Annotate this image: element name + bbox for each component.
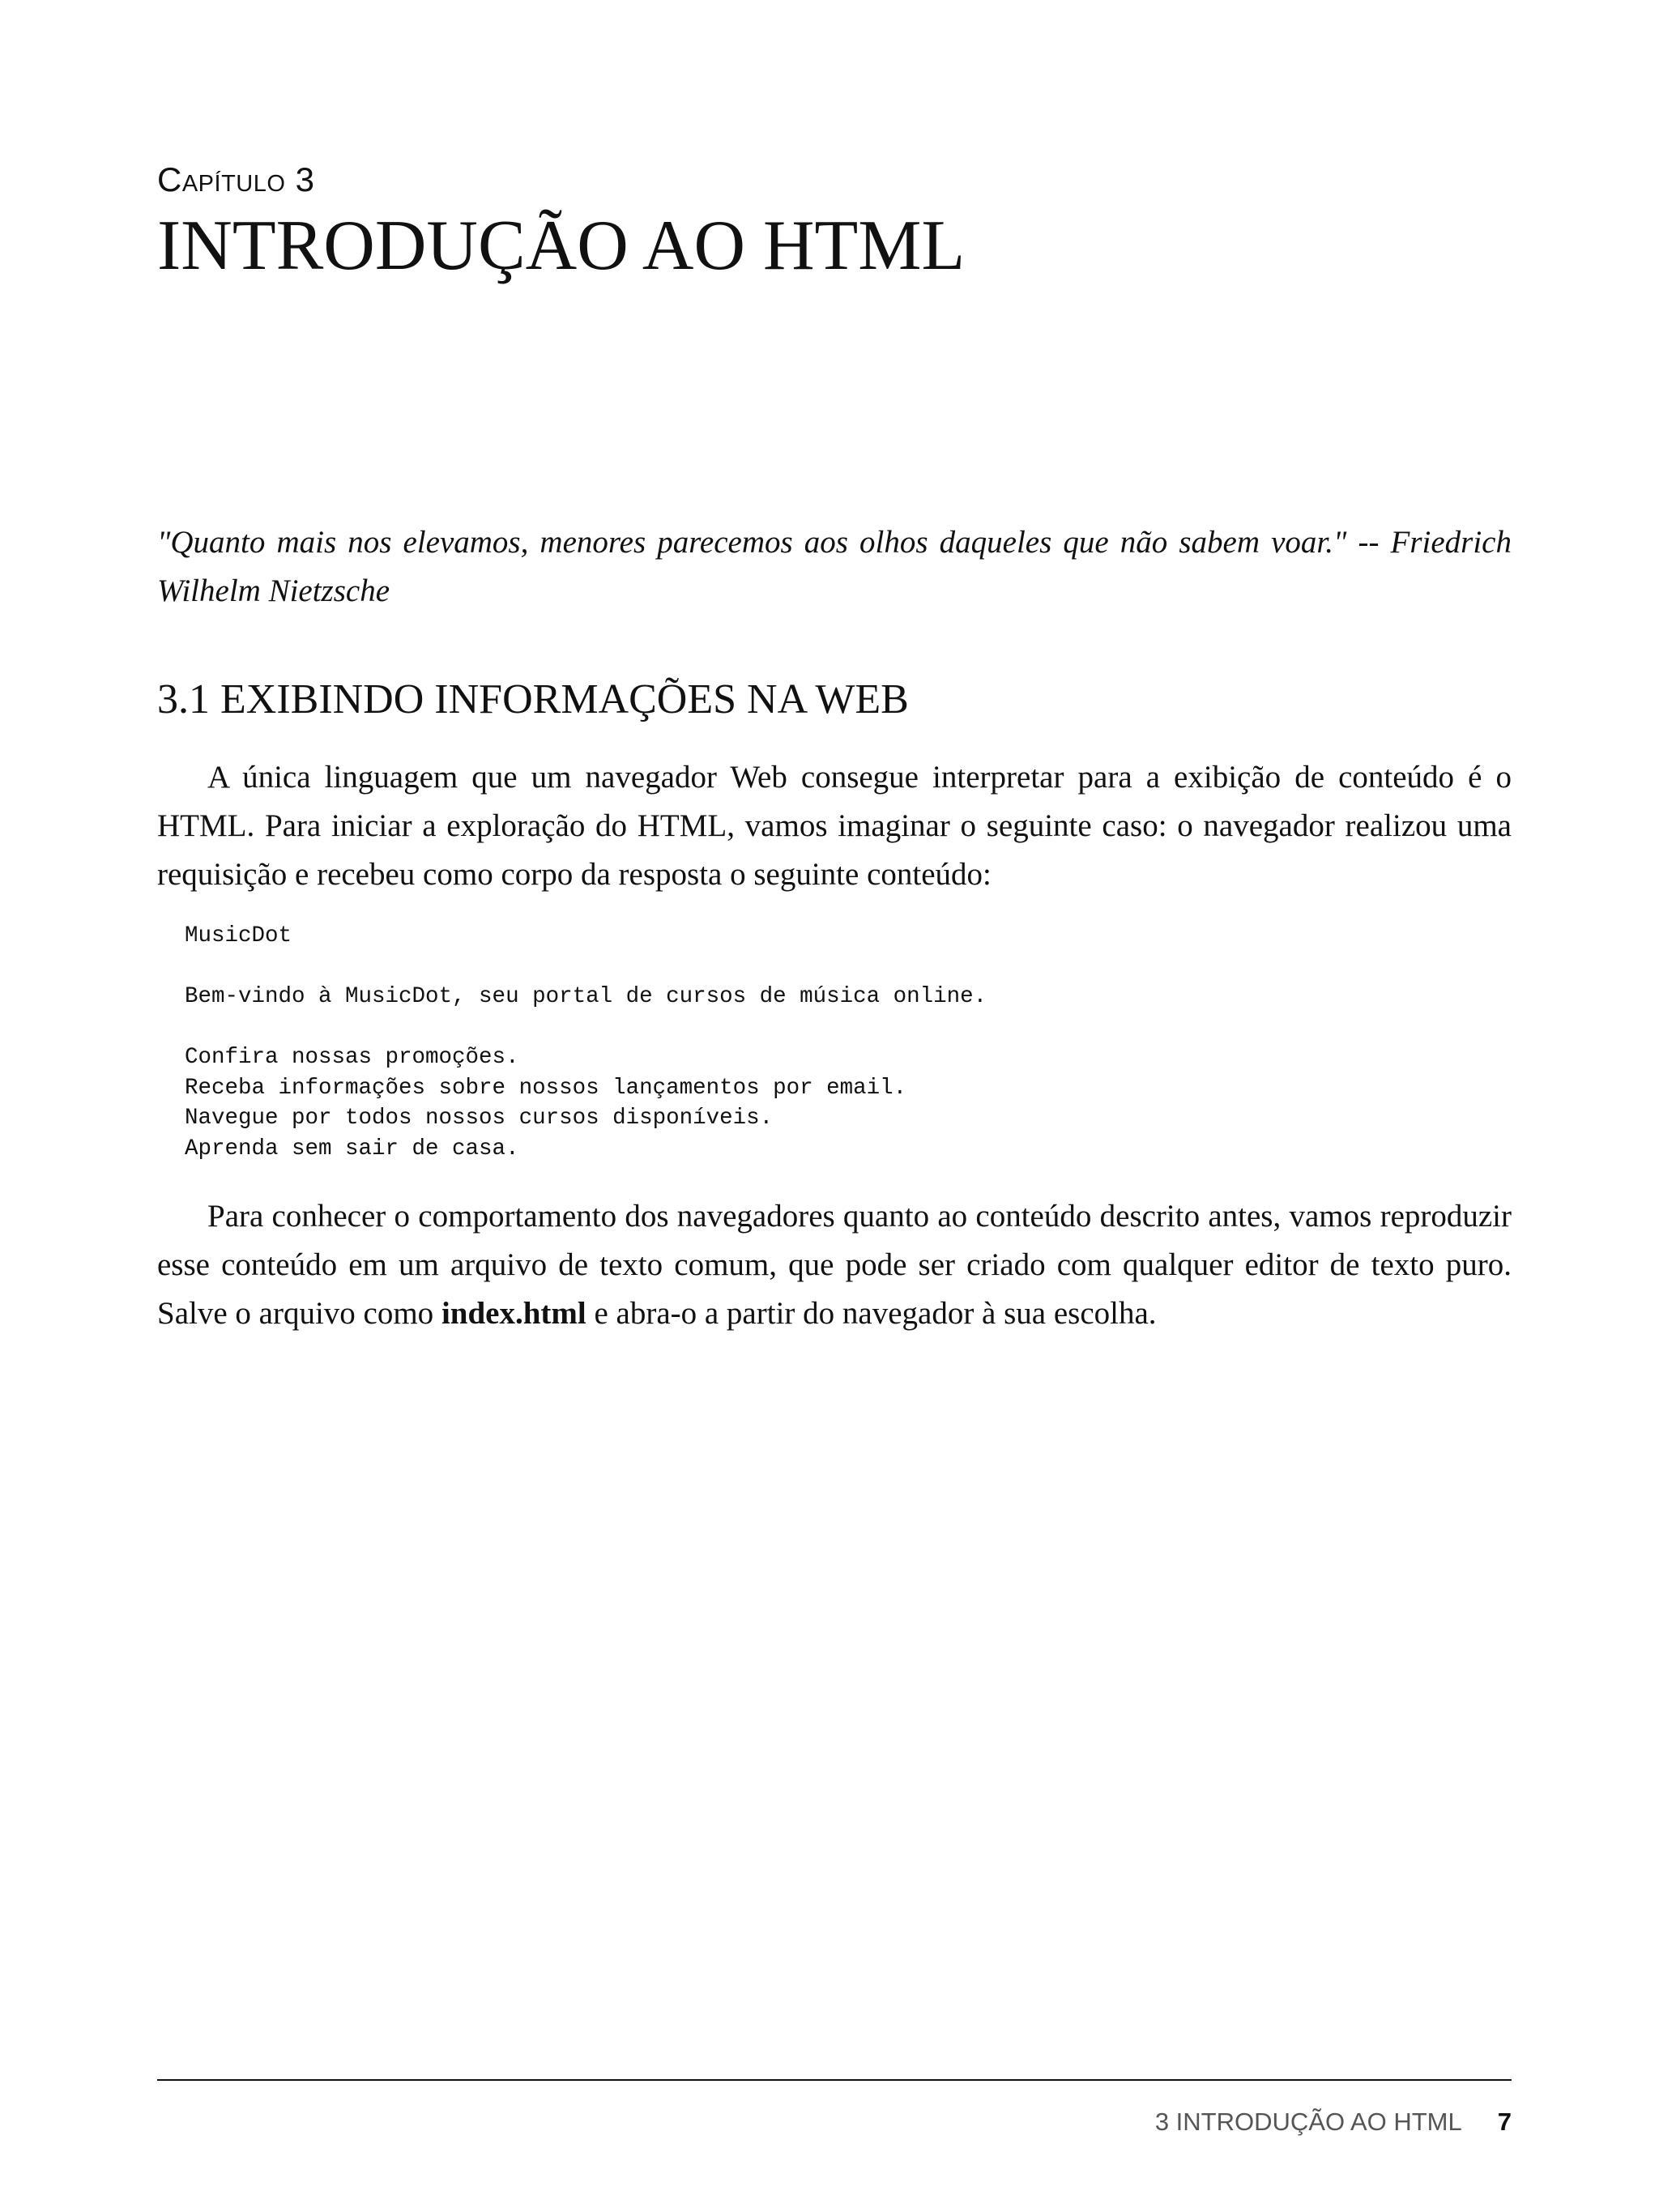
page-footer (1155, 2106, 1512, 2138)
body-paragraph-instructions (157, 1192, 1512, 1338)
code-line: Receba informações sobre nossos lançamentos por email. (185, 1075, 907, 1101)
paragraph-text: Para conhecer o comportamento dos navegadores quanto ao conteúdo descrito antes, vamos reproduzir esse conteúdo em um arquivo de texto comum, que pode ser criado com qualquer editor de texto puro. Salve o arquivo como (157, 1199, 1512, 1331)
page-number: 7 (1497, 2108, 1512, 2136)
code-line: Bem-vindo à MusicDot, seu portal de cursos de música online. (185, 984, 987, 1009)
code-line: Confira nossas promoções. (185, 1045, 519, 1070)
code-blank-line (185, 952, 987, 982)
filename-bold: index.html (441, 1296, 586, 1331)
footer-divider (157, 2079, 1512, 2081)
document-page (157, 0, 1512, 2212)
code-blank-line (185, 1012, 987, 1043)
code-line: Aprenda sem sair de casa. (185, 1136, 519, 1161)
epigraph-quote: "Quanto mais nos elevamos, menores parecemos aos olhos daqueles que não sabem voar." -- Friedrich Wilhelm Nietzsche (157, 525, 1512, 608)
footer-chapter-title: 3 INTRODUÇÃO AO HTML (1154, 2108, 1462, 2136)
paragraph-text: e abra-o a partir do navegador à sua escolha. (586, 1296, 1157, 1331)
code-block (185, 921, 987, 1164)
chapter-title: INTRODUÇÃO AO HTML (157, 207, 966, 285)
chapter-label: Capítulo 3 (157, 160, 315, 198)
code-line: MusicDot (185, 923, 292, 948)
section-title: 3.1 EXIBINDO INFORMAÇÕES NA WEB (157, 676, 909, 722)
body-paragraph-intro: A única linguagem que um navegador Web consegue interpretar para a exibição de conteúdo é o HTML. Para iniciar a exploração do HTML, vamos imaginar o seguinte caso: o navegador realizou uma requisição e recebeu como corpo da resposta o seguinte conteúdo: (157, 760, 1512, 892)
code-line: Navegue por todos nossos cursos disponíveis. (185, 1106, 774, 1131)
